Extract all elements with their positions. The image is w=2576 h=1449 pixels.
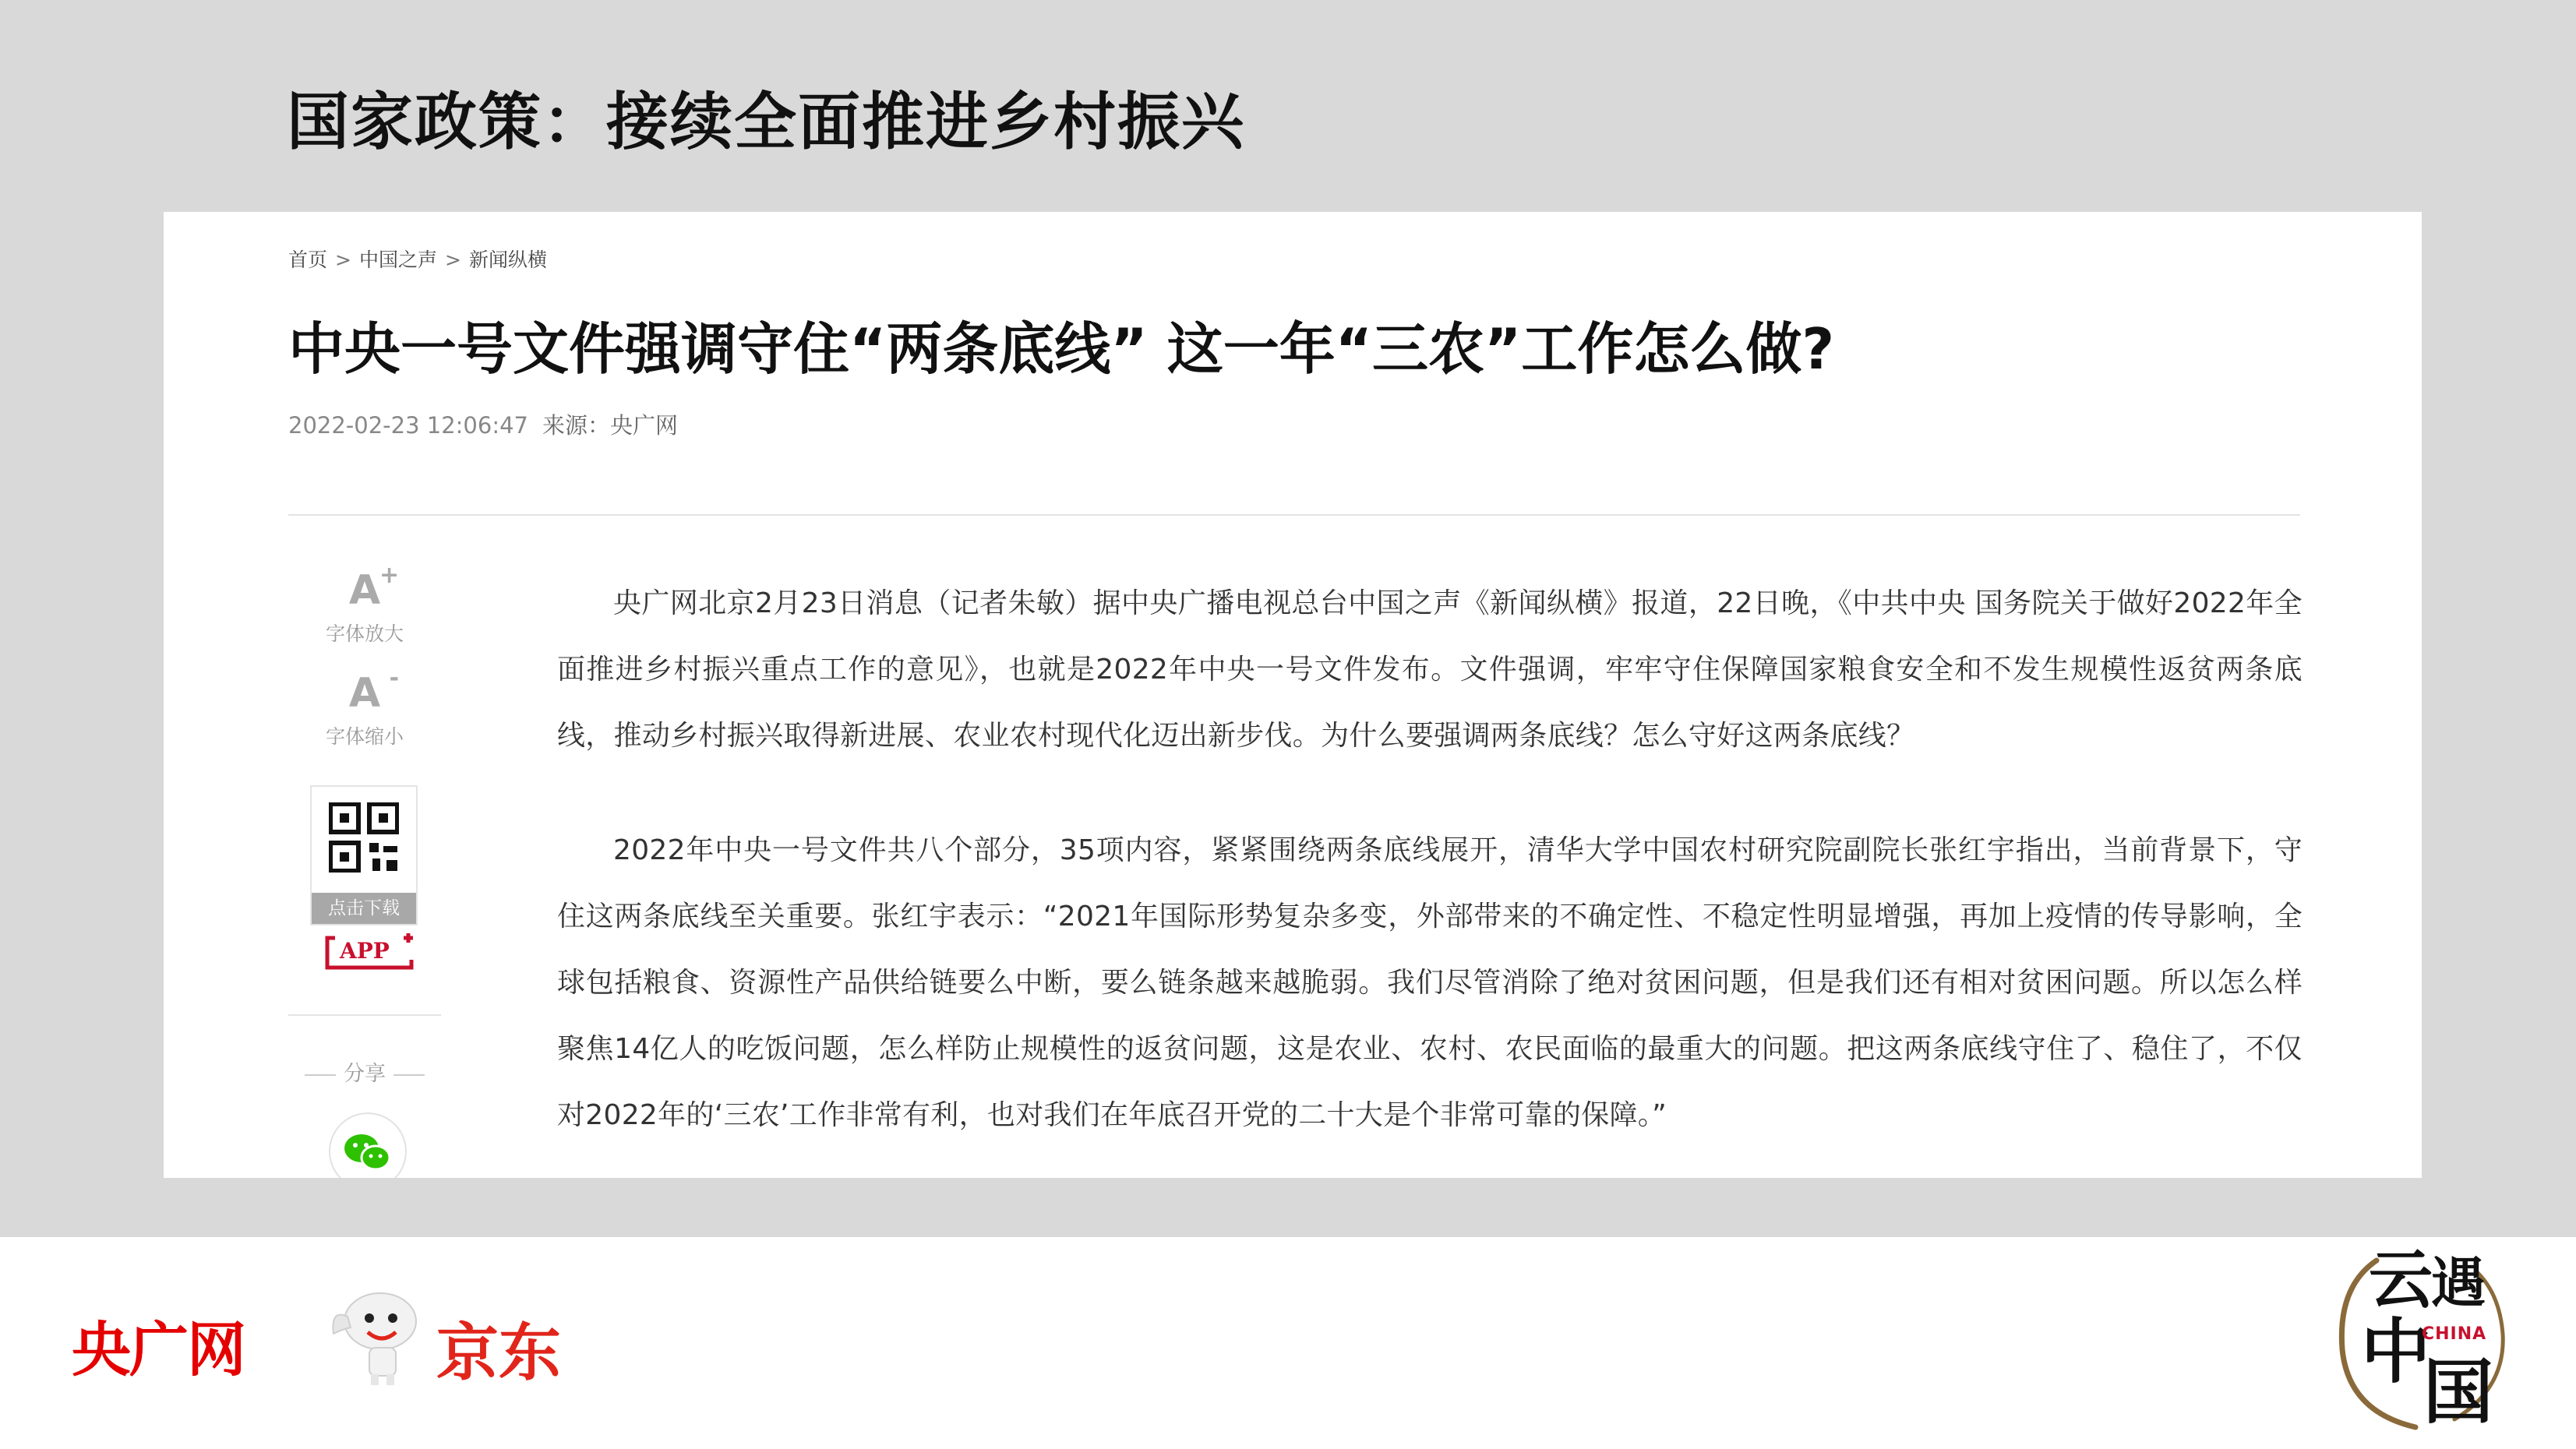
article-source: 来源：央广网 [542,412,679,439]
breadcrumb-separator: > [335,249,351,271]
wechat-share-button[interactable] [329,1112,407,1178]
yunyu-china-text: CHINA [2422,1324,2487,1344]
qr-download-label: 点击下载 [312,893,416,924]
article-title: 中央一号文件强调守住“两条底线” 这一年“三农”工作怎么做? [288,316,1835,382]
share-label: 分享 [344,1062,386,1086]
app-label: APP [340,938,390,964]
font-increase-icon: A + [348,562,400,614]
jd-wordmark: 京东 [436,1317,561,1389]
breadcrumb-news-column[interactable]: 新闻纵横 [468,249,547,271]
wechat-icon [330,1114,405,1178]
article-date: 2022-02-23 12:06:47 [288,412,528,439]
toolbar-divider [288,1014,441,1016]
yunyu-char: 遇 [2431,1250,2486,1315]
share-heading [288,1056,441,1087]
font-decrease-label: 字体缩小 [325,725,404,748]
slide-title: 国家政策：接续全面推进乡村振兴 [287,86,1245,158]
app-download-qr[interactable] [310,785,418,925]
yunyu-char: 云 [2369,1243,2433,1317]
font-increase-label: 字体放大 [325,622,404,645]
yunyu-char: 国 [2423,1351,2493,1433]
article-paragraph-1: 央广网北京2月23日消息（记者朱敏）据中央广播电视总台中国之声《新闻纵横》报道，22日晚，《中共中央 国务院关于做好2022年全面推进乡村振兴重点工作的意见》，也就是2022年中央一号文件发布。文件强调，牢牢守住保障国家粮食安全和不发生规模性返贫两条底线，推动乡村振兴取得新进展、农业农村现代化迈出新步伐。为什么要强调两条底线？怎么守好这两条底线？ [557,587,2303,752]
jd-dog-mascot-icon [319,1285,429,1387]
font-decrease-icon: A - [348,665,400,717]
breadcrumb [288,245,547,273]
article-toolbar [288,562,441,1178]
cnr-logo: 央广网 [72,1315,245,1384]
article-screenshot [164,212,2422,1178]
yunyu-char: 中 [2361,1310,2431,1393]
article-body [557,570,2303,1178]
breadcrumb-voice-of-china[interactable]: 中国之声 [358,249,437,271]
yunyu-china-logo [2322,1232,2517,1443]
header-divider [288,514,2300,516]
font-increase-button[interactable] [288,562,441,647]
qr-code-icon [329,802,399,873]
breadcrumb-home[interactable]: 首页 [288,249,328,271]
breadcrumb-separator: > [444,249,461,271]
font-decrease-button[interactable] [288,665,441,749]
article-meta [288,408,678,440]
article-paragraph-2: 2022年中央一号文件共八个部分，35项内容，紧紧围绕两条底线展开，清华大学中国农村研究院副院长张红宇指出，当前背景下，守住这两条底线至关重要。张红宇表示：“2021年国际形势复杂多变，外部带来的不确定性、不稳定性明显增强，再加上疫情的传导影响，全球包括粮食、资源性产品供给链要么中断，要么链条越来越脆弱。我们尽管消除了绝对贫困问题，但是我们还有相对贫困问题。所以怎么样聚焦14亿人的吃饭问题，怎么样防止规模性的返贫问题，这是农业、农村、农民面临的最重大的问题。把这两条底线守住了、稳住了，不仅对2022年的‘三农’工作非常有利，也对我们在年底召开党的二十大是个非常可靠的保障。” [557,834,2303,1131]
jd-logo [319,1285,584,1387]
app-badge[interactable] [323,933,416,972]
